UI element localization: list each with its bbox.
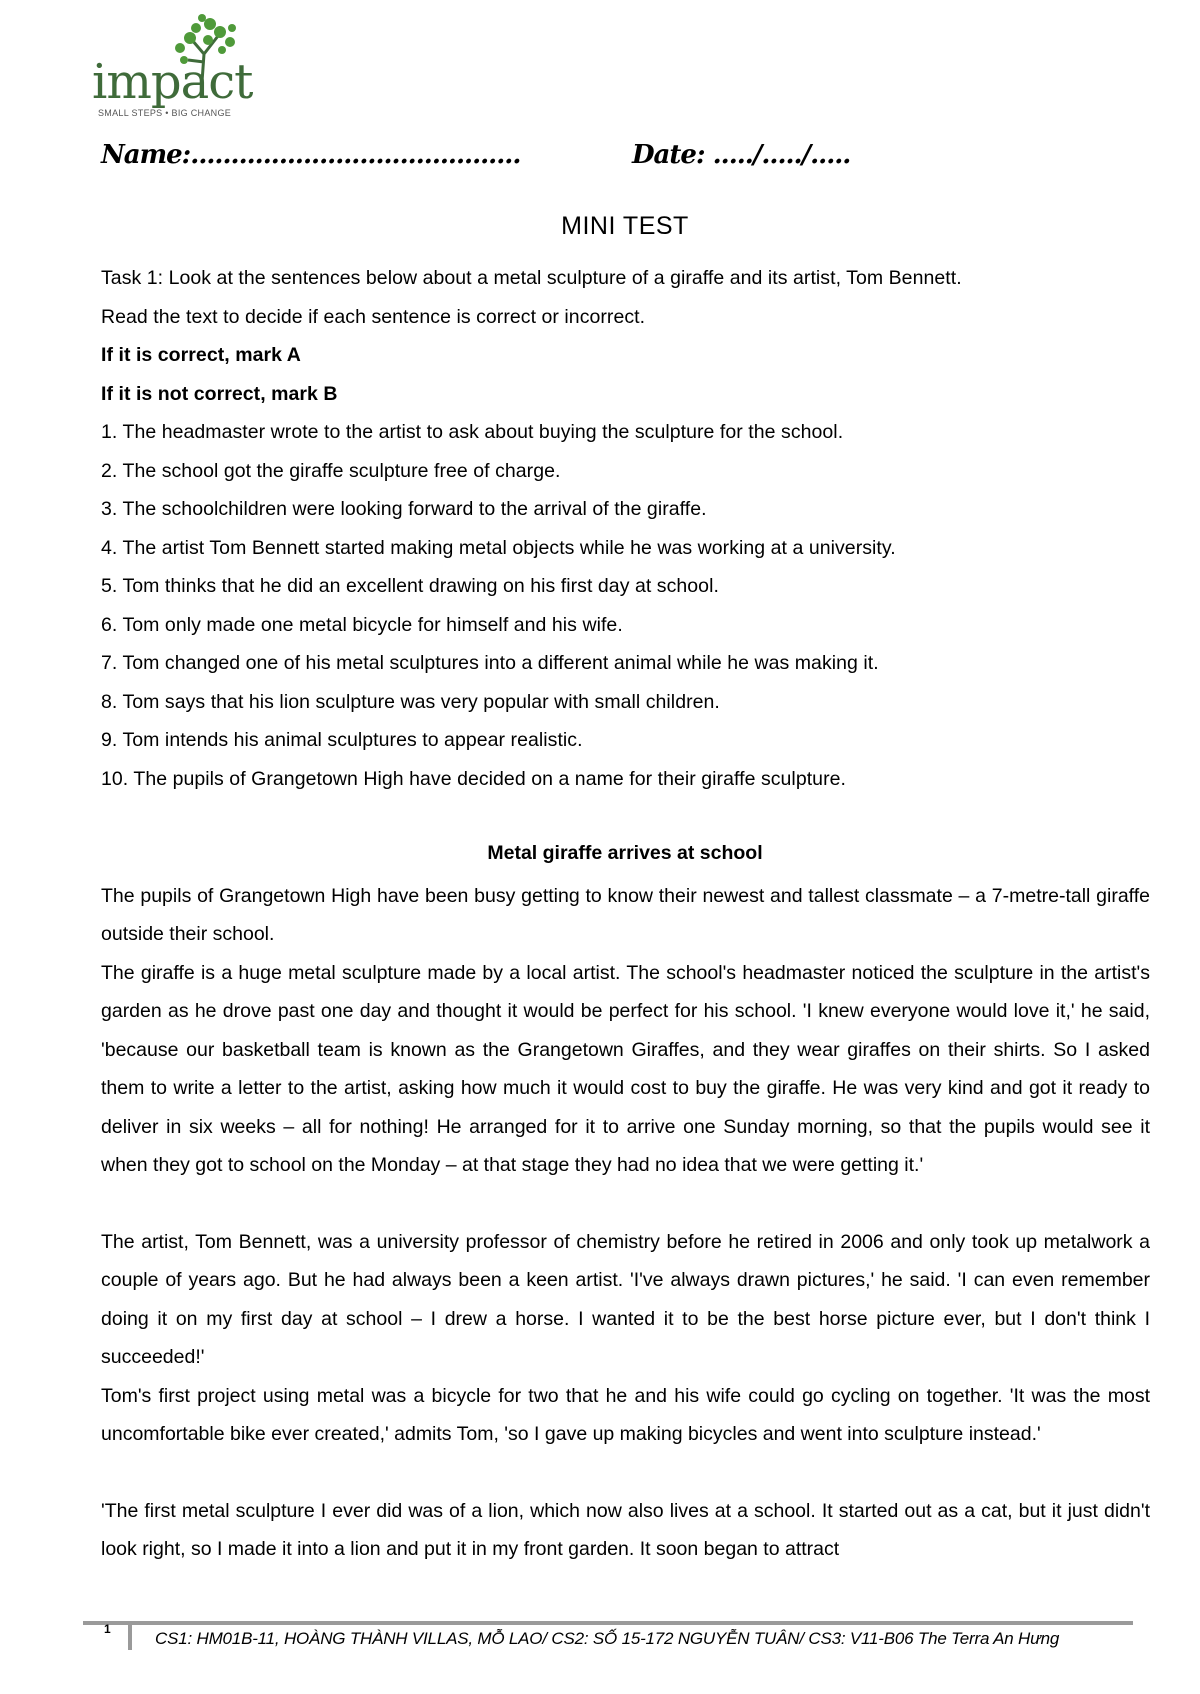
footer-address: CS1: HM01B-11, HOÀNG THÀNH VILLAS, MỖ LAO/ CS2: SỐ 15-172 NGUYỄN TUÂN/ CS3: V11-B06 The Terra An Hưng [155,1629,1060,1648]
footer-separator [128,1623,132,1650]
name-field-label: Name:......................................... [101,140,521,170]
question-item: 1. The headmaster wrote to the artist to ask about buying the sculpture for the school. [101,421,844,443]
logo [92,14,262,124]
question-item: 10. The pupils of Grangetown High have decided on a name for their giraffe sculpture. [101,768,846,790]
question-item: 7. Tom changed one of his metal sculptures into a different animal while he was making it. [101,652,879,674]
task-instruction: Read the text to decide if each sentence is correct or incorrect. [101,306,646,328]
mark-a-instruction: If it is correct, mark A [101,344,301,366]
article-paragraph: The artist, Tom Bennett, was a university professor of chemistry before he retired in 2006 and only took up metalwork a couple of years ago. But he had always been a keen artist. 'I've always drawn pictures,' he said. 'I can even remember doing it on my first day at school – I drew a horse. I wanted it to be the best horse picture ever, but I don't think I succeeded!' [101,1231,1150,1369]
page-number: 1 [104,1622,111,1636]
question-item: 4. The artist Tom Bennett started making metal objects while he was working at a university. [101,537,896,559]
article-paragraph: The pupils of Grangetown High have been busy getting to know their newest and tallest classmate – a 7-metre-tall giraffe outside their school. [101,885,1150,946]
task-intro: Task 1: Look at the sentences below about a metal sculpture of a giraffe and its artist, Tom Bennett. [101,267,962,289]
question-item: 6. Tom only made one metal bicycle for himself and his wife. [101,614,623,636]
article-paragraph: The giraffe is a huge metal sculpture made by a local artist. The school's headmaster noticed the sculpture in the artist's garden as he drove past one day and thought it would be perfect for his school. 'I knew everyone would love it,' he said, 'because our basketball team is known as the Grangetown Giraffes, and they wear giraffes on their shirts. So I asked them to write a letter to the artist, asking how much it would cost to buy the giraffe. He was very kind and got it ready to deliver in six weeks – all for nothing! He arranged for it to arrive one Sunday morning, so that the pupils would see it when they got to school on the Monday – at that stage they had no idea that we were getting it.' [101,962,1150,1177]
question-item: 8. Tom says that his lion sculpture was very popular with small children. [101,691,720,713]
question-item: 9. Tom intends his animal sculptures to appear realistic. [101,729,583,751]
mark-b-instruction: If it is not correct, mark B [101,383,338,405]
question-item: 5. Tom thinks that he did an excellent drawing on his first day at school. [101,575,719,597]
date-field-label: Date: ...../...../..... [632,140,851,170]
article-paragraph: Tom's first project using metal was a bicycle for two that he and his wife could go cycling on together. 'It was the most uncomfortable bike ever created,' admits Tom, 'so I gave up making bicycles and went into sculpture instead.' [101,1385,1150,1446]
page-title: MINI TEST [561,212,689,240]
logo-tagline: SMALL STEPS • BIG CHANGE [98,108,232,118]
logo-brand: impact [92,54,253,110]
article-paragraph: 'The first metal sculpture I ever did was of a lion, which now also lives at a school. It started out as a cat, but it just didn't look right, so I made it into a lion and put it in my front garden. It soon began to attract [101,1500,1150,1561]
article-title: Metal giraffe arrives at school [487,842,763,864]
question-item: 2. The school got the giraffe sculpture free of charge. [101,460,561,482]
footer-divider [83,1621,1133,1625]
question-item: 3. The schoolchildren were looking forward to the arrival of the giraffe. [101,498,707,520]
